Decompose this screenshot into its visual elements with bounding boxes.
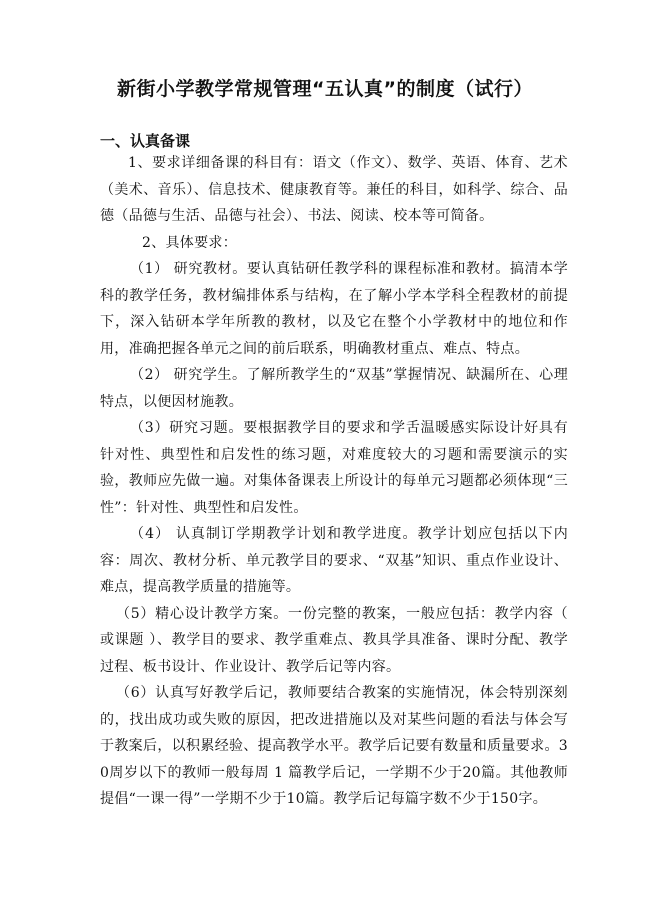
paragraph-lesson-design: （5）精心设计教学方案。一份完整的教案，一般应包括：教学内容（ 或课题 ）、教学目的要求、教学重难点、教具学具准备、课时分配、教学过程、板书设计、作业设计、教学后记等内容。: [100, 605, 568, 675]
document-title: 新街小学教学常规管理“五认真”的制度（试行）: [117, 78, 533, 100]
paragraph-study-students: （2） 研究学生。了解所教学生的“双基”掌握情况、缺漏所在、心理特点，以便因材施教。: [100, 367, 568, 410]
paragraph-teaching-reflection: （6）认真写好教学后记，教师要结合教案的实施情况，体会特别深刻的，找出成功或失败的原因，把改进措施以及对某些问题的看法与体会写于教案后，以积累经验、提高教学水平。教学后记要有数量和质量要求。30周岁以下的教师一般每周 1 篇教学后记，一学期不少于20篇。其他教师提倡“一课一得”一学期不少于10篇。教学后记每篇字数不少于150字。: [100, 685, 568, 807]
paragraph-requirements-heading: 2、具体要求：: [142, 234, 238, 251]
paragraph-subjects: 1、要求详细备课的科目有：语文（作文）、数学、英语、体育、艺术（美术、音乐）、信息技术、健康教育等。兼任的科目，如科学、综合、品德（品德与生活、品德与社会）、书法、阅读、校本等可简备。: [100, 155, 568, 224]
section-heading: 一、认真备课: [100, 132, 191, 150]
paragraph-study-exercises: （3）研究习题。要根据教学目的要求和学舌温暖感实际设计好具有针对性、典型性和启发性的练习题，对难度较大的习题和需要演示的实验，教师应先做一遍。对集体备课表上所设计的每单元习题都必须体现“三性”：针对性、典型性和启发性。: [100, 420, 568, 516]
paragraph-teaching-plan: （4） 认真制订学期教学计划和教学进度。教学计划应包括以下内容：周次、教材分析、单元教学目的要求、“双基”知识、重点作业设计、难点，提高教学质量的措施等。: [100, 526, 568, 595]
document-body: [100, 150, 568, 813]
paragraph-study-textbook: （1） 研究教材。要认真钻研任教学科的课程标准和教材。搞清本学科的教学任务，教材编排体系与结构，在了解小学本学科全程教材的前提下，深入钻研本学年所教的教材，以及它在整个小学教材中的地位和作用，准确把握各单元之间的前后联系，明确教材重点、难点、特点。: [100, 261, 568, 357]
